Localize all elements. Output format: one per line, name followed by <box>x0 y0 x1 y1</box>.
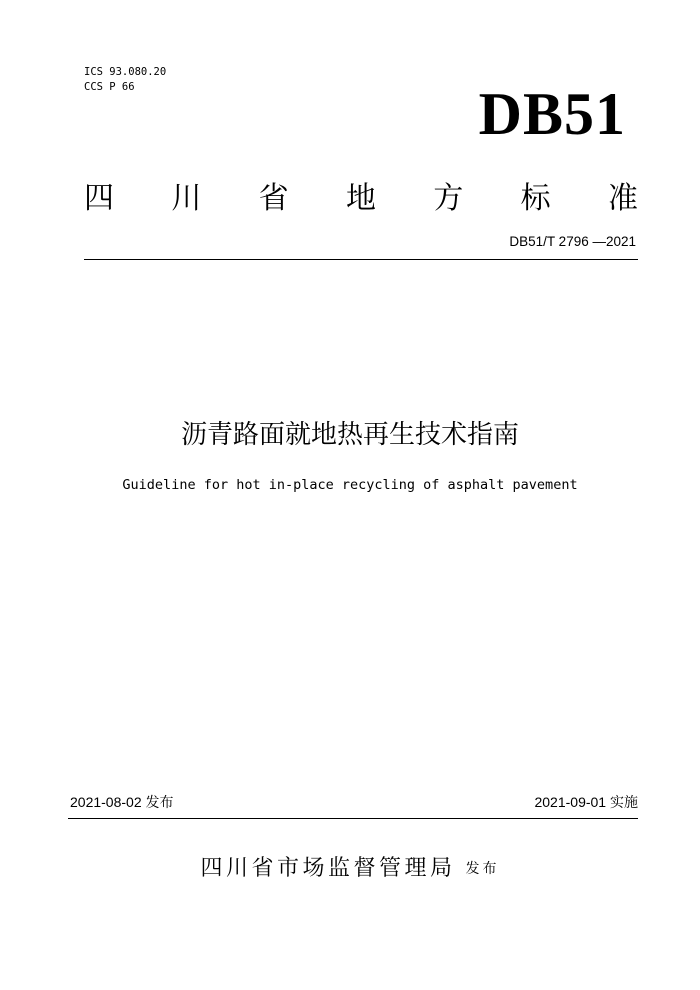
standard-type-char: 川 <box>171 181 202 216</box>
standard-type-char: 准 <box>607 181 638 216</box>
bottom-divider <box>68 818 638 819</box>
standard-type-char: 省 <box>258 181 289 216</box>
ics-code: ICS 93.080.20 <box>84 66 167 78</box>
standard-type-char: 地 <box>345 181 376 216</box>
standard-type-char: 标 <box>520 181 551 216</box>
standard-number: DB51/T 2796 —2021 <box>509 234 636 249</box>
top-divider <box>84 259 638 260</box>
ccs-code: CCS P 66 <box>84 81 135 93</box>
publisher-line <box>0 854 700 884</box>
issue-date: 2021-08-02 发布 <box>70 794 174 810</box>
standard-type-char: 四 <box>84 181 114 216</box>
document-title-chinese: 沥青路面就地热再生技术指南 <box>180 420 519 450</box>
document-title-english: Guideline for hot in-place recycling of asphalt pavement <box>122 477 578 493</box>
publish-label: 发布 <box>465 861 500 877</box>
implementation-date: 2021-09-01 实施 <box>534 794 638 810</box>
publisher-name: 四川省市场监督管理局 <box>200 856 456 881</box>
standard-type-heading <box>84 180 638 218</box>
standard-type-char: 方 <box>433 181 464 216</box>
standard-prefix-logo: DB51 <box>478 81 626 147</box>
